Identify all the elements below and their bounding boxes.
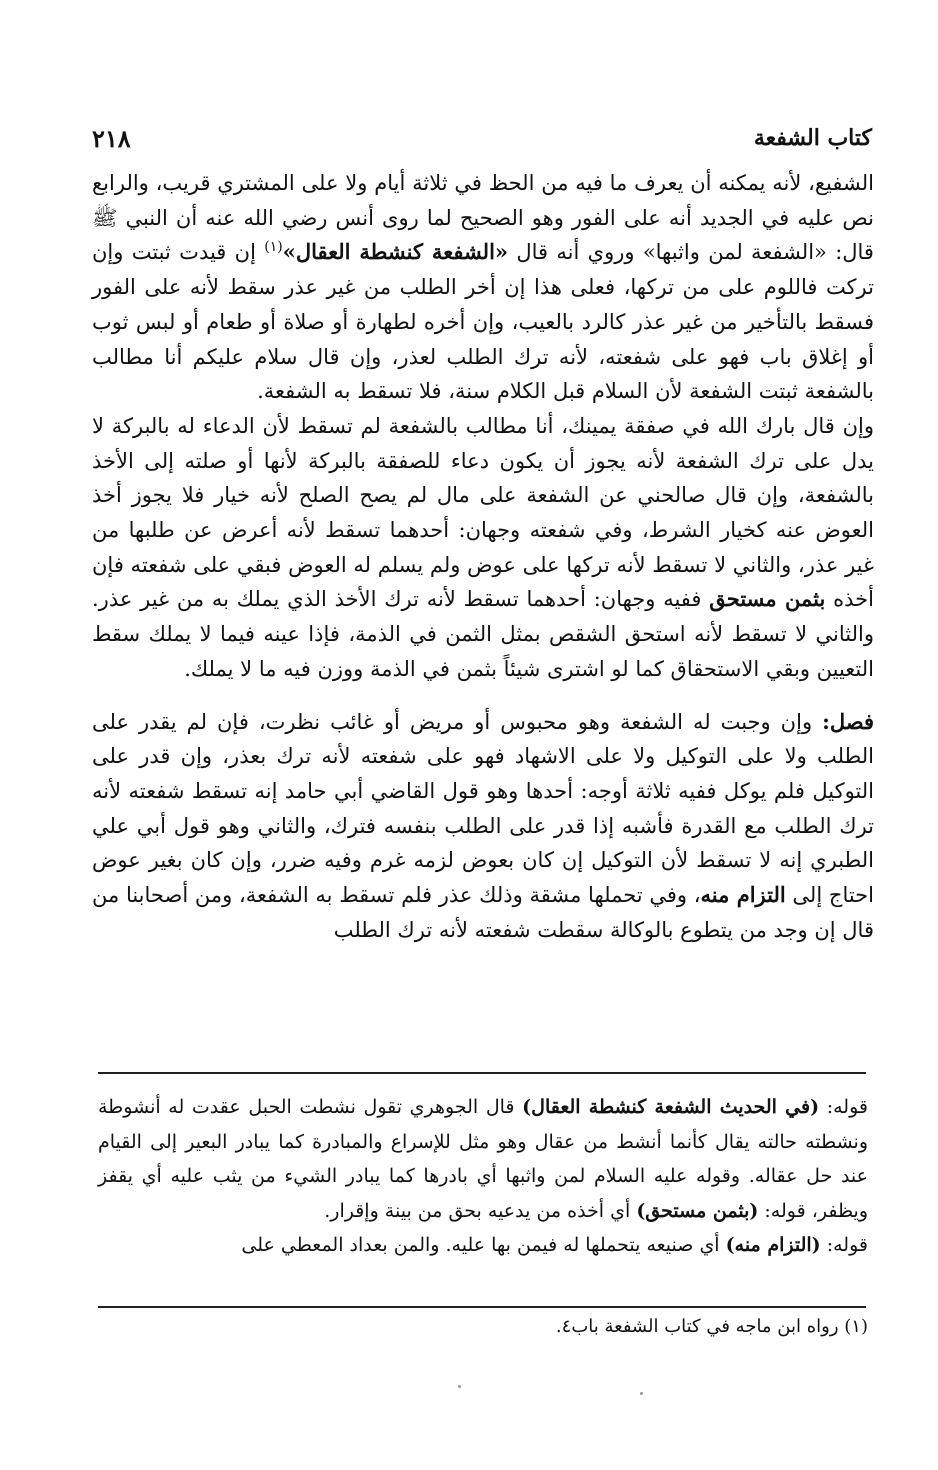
main-text bbox=[92, 166, 874, 947]
book-title: كتاب الشفعة bbox=[753, 125, 872, 151]
paragraph-text: وإن قال بارك الله في صفقة يمينك، أنا مطالب بالشفعة لم تسقط لأن الدعاء له بالبركة لا يدل على ترك الشفعة لأنه يجوز أن يكون دعاء للصفقة بالبركة لأنها أو صلته إلى الأخذ بالشفعة، وإن قال صالحني عن الشفعة على مال لم يصح الصلح لأنه خيار فلا يجوز أخذ العوض عنه كخيار الشرط، وفي شفعته وجهان: أحدهما تسقط لأنه أعرض عن طلبها من غير عذر، والثاني لا تسقط لأنه تركها على عوض ولم يسلم له العوض فبقي على شفعته فإن أخذه bbox=[92, 413, 874, 612]
paragraph-text: ، وفي تحملها مشقة وذلك عذر فلم تسقط به الشفعة، ومن أصحابنا من قال إن وجد من يتطوع بالوكالة سقطت شفعته لأنه ترك الطلب bbox=[92, 883, 874, 942]
section-label: فصل: bbox=[822, 708, 874, 734]
highlighted-term: بثمن مستحق bbox=[709, 586, 826, 612]
commentary-term: (بثمن مستحق) bbox=[636, 1199, 759, 1222]
paragraph-2 bbox=[92, 409, 874, 687]
commentary-text: قوله: bbox=[820, 1234, 868, 1256]
commentary-text: أي أخذه من يدعيه بحق من بينة وإقرار. bbox=[324, 1199, 637, 1222]
commentary-text: قال الجوهري تقول نشطت الحبل عقدت له أنشوطة ونشطته حالته يقال كأنما أنشط من عقال وهو مثل للإسراع والمبادرة كما يبادر البعير إلى القيام عند حل عقاله. وقوله عليه السلام لمن واثبها أي بادرها كما يبادر الشيء من يثب عليه أي يقفز ويظفر، قوله: bbox=[98, 1096, 868, 1222]
commentary-text: قوله: bbox=[819, 1096, 868, 1118]
paragraph-text: الشفيع، لأنه يمكنه أن يعرف ما فيه من الحظ في ثلاثة أيام ولا على المشتري قريب، والرابع نص عليه في الجديد أنه على الفور وهو الصحيح لما روى أنس رضي الله عنه أن النبي ﷺ قال: «الشفعة لمن واثبها» وروي أنه قال bbox=[92, 171, 874, 265]
highlighted-term: التزام منه bbox=[700, 882, 786, 908]
paragraph-1 bbox=[92, 166, 874, 409]
paragraph-text: ففيه وجهان: أحدهما تسقط لأنه ترك الأخذ الذي يملك به من غير عذر. والثاني لا تسقط لأنه استحق الشقص بمثل الثمن في الذمة، فإذا عينه فيما لا يملك سقط التعيين وبقي الاستحقاق كما لو اشترى شيئاً بثمن في الذمة ووزن فيه ما لا يملك. bbox=[92, 587, 874, 681]
footnote-1: (١) رواه ابن ماجه في كتاب الشفعة باب٤. bbox=[555, 1316, 868, 1337]
footnotes-section bbox=[98, 1312, 868, 1342]
footnote-divider bbox=[98, 1306, 866, 1308]
paragraph-3 bbox=[92, 705, 874, 948]
commentary-text: أي صنيعه يتحملها له فيمن بها عليه. والمن بعداد المعطي على bbox=[241, 1234, 726, 1256]
commentary-divider bbox=[98, 1072, 866, 1074]
commentary-note-2 bbox=[98, 1228, 868, 1263]
page-number: ٢١٨ bbox=[92, 123, 131, 153]
scan-speck bbox=[640, 1392, 643, 1395]
hadith-quote: «الشفعة كنشطة العقال» bbox=[282, 239, 509, 265]
scan-speck bbox=[458, 1385, 461, 1388]
paragraph-text: وإن وجبت له الشفعة وهو محبوس أو مريض أو غائب نظرت، فإن لم يقدر على الطلب ولا على التوكيل ولا على الاشهاد فهو على شفعته لأنه ترك بعذر، وإن قدر على التوكيل فلم يوكل ففيه ثلاثة أوجه: أحدها وهو قول القاضي أبي حامد إنه تسقط شفعته لأنه ترك الطلب مع القدرة فأشبه إذا قدر على الطلب بنفسه فترك، والثاني وهو قول أبي علي الطبري إنه لا تسقط لأن التوكيل إن كان بعوض لزمه غرم وفيه ضرر، وإن كان بغير عوض احتاج إلى bbox=[92, 709, 874, 908]
footnote-reference[interactable]: (١) bbox=[264, 239, 283, 256]
commentary-term: (في الحديث الشفعة كنشطة العقال) bbox=[522, 1096, 820, 1118]
page-header bbox=[92, 118, 872, 158]
paragraph-text: إن قيدت ثبتت وإن تركت فاللوم على من تركها، فعلى هذا إن أخر الطلب من غير عذر سقط لأنه على الفور فسقط بالتأخير من غير عذر كالرد بالعيب، وإن أخره لطهارة أو صلاة أو طعام أو لبس ثوب أو إغلاق باب فهو على شفعته، لأنه ترك الطلب لعذر، وإن قال سلام عليكم أنا مطالب بالشفعة ثبتت الشفعة لأن السلام قبل الكلام سنة، فلا تسقط به الشفعة. bbox=[92, 240, 874, 404]
commentary-note-1 bbox=[98, 1090, 868, 1228]
commentary-term: (التزام منه) bbox=[725, 1234, 821, 1256]
commentary-section bbox=[98, 1090, 868, 1263]
